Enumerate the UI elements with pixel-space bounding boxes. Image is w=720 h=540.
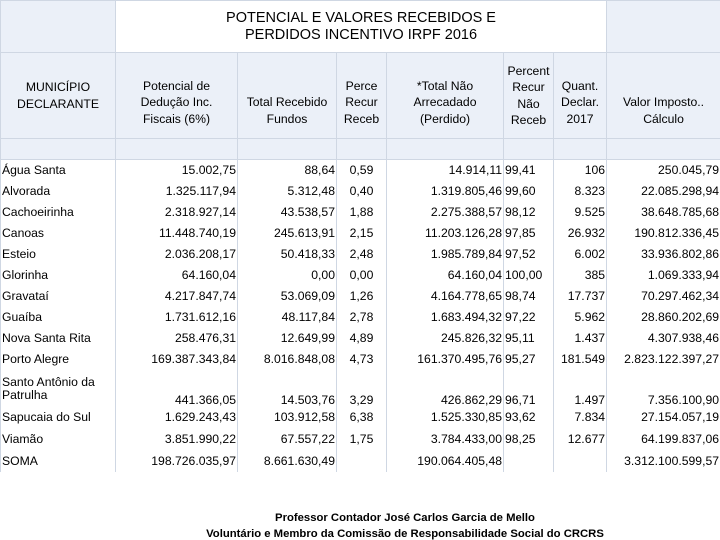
cell-total-recebido: 8.661.630,49 xyxy=(238,452,337,472)
cell-potencial: 4.217.847,74 xyxy=(116,286,238,307)
cell-municipio: Alvorada xyxy=(1,181,116,202)
header-potencial: Potencial de Dedução Inc. Fiscais (6%) xyxy=(116,53,238,139)
title-line-2: PERDIDOS INCENTIVO IRPF 2016 xyxy=(244,26,478,43)
cell-perc-recur: 3,29 xyxy=(337,370,387,408)
title-row xyxy=(1,1,720,53)
cell-potencial: 11.448.740,19 xyxy=(116,223,238,244)
table-row xyxy=(1,160,720,181)
table-title xyxy=(116,1,607,53)
cell-quant-declar: 8.323 xyxy=(554,181,607,202)
cell-municipio: Viamão xyxy=(1,428,116,452)
header-quant-declar: Quant. Declar. 2017 xyxy=(554,53,607,139)
cell-potencial: 15.002,75 xyxy=(116,160,238,181)
cell-nao-arrecadado: 1.683.494,32 xyxy=(387,307,504,328)
cell-valor-imposto: 33.936.802,86 xyxy=(607,244,720,265)
cell-quant-declar xyxy=(554,452,607,472)
cell-perc-recur: 0,00 xyxy=(337,265,387,286)
cell-percent-nao xyxy=(504,452,554,472)
cell-nao-arrecadado: 161.370.495,76 xyxy=(387,349,504,370)
cell-potencial: 1.731.612,16 xyxy=(116,307,238,328)
table-row xyxy=(1,244,720,265)
title-line-1: POTENCIAL E VALORES RECEBIDOS E xyxy=(226,9,496,26)
cell-potencial: 1.629.243,43 xyxy=(116,408,238,428)
header-perc-recur: Perce Recur Receb xyxy=(337,53,387,139)
table-row xyxy=(1,223,720,244)
cell-valor-imposto: 38.648.785,68 xyxy=(607,202,720,223)
cell-quant-declar: 9.525 xyxy=(554,202,607,223)
cell-total-recebido: 103.912,58 xyxy=(238,408,337,428)
cell-valor-imposto: 7.356.100,90 xyxy=(607,370,720,408)
cell-percent-nao: 100,00 xyxy=(504,265,554,286)
footer-author: Professor Contador José Carlos Garcia de Mello xyxy=(275,512,535,524)
cell-nao-arrecadado: 14.914,11 xyxy=(387,160,504,181)
cell-nao-arrecadado: 11.203.126,28 xyxy=(387,223,504,244)
cell-percent-nao: 93,62 xyxy=(504,408,554,428)
cell-potencial: 169.387.343,84 xyxy=(116,349,238,370)
cell-percent-nao: 99,60 xyxy=(504,181,554,202)
cell-municipio: Porto Alegre xyxy=(1,349,116,370)
cell-quant-declar: 106 xyxy=(554,160,607,181)
header-municipio: MUNICÍPIO DECLARANTE xyxy=(1,53,116,139)
cell-potencial: 3.851.990,22 xyxy=(116,428,238,452)
cell-municipio: Santo Antônio da Patrulha xyxy=(1,370,116,408)
table-row xyxy=(1,370,720,408)
cell-valor-imposto: 250.045,79 xyxy=(607,160,720,181)
header-valor-imposto: Valor Imposto.. Cálculo xyxy=(607,53,720,139)
table-row xyxy=(1,202,720,223)
cell-nao-arrecadado: 1.319.805,46 xyxy=(387,181,504,202)
cell-quant-declar: 26.932 xyxy=(554,223,607,244)
cell-perc-recur: 6,38 xyxy=(337,408,387,428)
cell-total-recebido: 88,64 xyxy=(238,160,337,181)
cell-valor-imposto: 28.860.202,69 xyxy=(607,307,720,328)
cell-total-recebido: 53.069,09 xyxy=(238,286,337,307)
cell-quant-declar: 5.962 xyxy=(554,307,607,328)
cell-potencial: 198.726.035,97 xyxy=(116,452,238,472)
cell-perc-recur xyxy=(337,452,387,472)
cell-total-recebido: 0,00 xyxy=(238,265,337,286)
cell-nao-arrecadado: 426.862,29 xyxy=(387,370,504,408)
cell-nao-arrecadado: 3.784.433,00 xyxy=(387,428,504,452)
cell-perc-recur: 1,75 xyxy=(337,428,387,452)
cell-valor-imposto: 70.297.462,34 xyxy=(607,286,720,307)
cell-perc-recur: 0,59 xyxy=(337,160,387,181)
cell-valor-imposto: 1.069.333,94 xyxy=(607,265,720,286)
cell-municipio: Guaíba xyxy=(1,307,116,328)
cell-quant-declar: 12.677 xyxy=(554,428,607,452)
cell-percent-nao: 99,41 xyxy=(504,160,554,181)
cell-percent-nao: 98,12 xyxy=(504,202,554,223)
cell-perc-recur: 1,26 xyxy=(337,286,387,307)
cell-nao-arrecadado: 64.160,04 xyxy=(387,265,504,286)
cell-municipio: Glorinha xyxy=(1,265,116,286)
cell-potencial: 258.476,31 xyxy=(116,328,238,349)
spacer-row xyxy=(1,139,720,160)
table-row xyxy=(1,307,720,328)
cell-valor-imposto: 64.199.837,06 xyxy=(607,428,720,452)
table-row xyxy=(1,408,720,428)
cell-municipio: Canoas xyxy=(1,223,116,244)
cell-total-recebido: 12.649,99 xyxy=(238,328,337,349)
cell-valor-imposto: 22.085.298,94 xyxy=(607,181,720,202)
footer xyxy=(0,510,720,540)
cell-municipio: Cachoeirinha xyxy=(1,202,116,223)
cell-nao-arrecadado: 4.164.778,65 xyxy=(387,286,504,307)
table-row xyxy=(1,328,720,349)
cell-municipio: SOMA xyxy=(1,452,116,472)
cell-total-recebido: 14.503,76 xyxy=(238,370,337,408)
cell-perc-recur: 4,73 xyxy=(337,349,387,370)
footer-affiliation: Voluntário e Membro da Comissão de Responsabilidade Social do CRCRS xyxy=(206,528,604,540)
table-row xyxy=(1,452,720,472)
header-total-recebido: Total Recebido Fundos xyxy=(238,53,337,139)
cell-perc-recur: 2,48 xyxy=(337,244,387,265)
cell-valor-imposto: 2.823.122.397,27 xyxy=(607,349,720,370)
cell-municipio: Esteio xyxy=(1,244,116,265)
cell-quant-declar: 1.437 xyxy=(554,328,607,349)
cell-total-recebido: 48.117,84 xyxy=(238,307,337,328)
cell-nao-arrecadado: 245.826,32 xyxy=(387,328,504,349)
cell-percent-nao: 97,85 xyxy=(504,223,554,244)
cell-potencial: 64.160,04 xyxy=(116,265,238,286)
cell-perc-recur: 1,88 xyxy=(337,202,387,223)
cell-percent-nao: 98,25 xyxy=(504,428,554,452)
cell-percent-nao: 95,27 xyxy=(504,349,554,370)
header-percent-nao: Percent Recur Não Receb xyxy=(504,53,554,139)
cell-valor-imposto: 4.307.938,46 xyxy=(607,328,720,349)
cell-quant-declar: 17.737 xyxy=(554,286,607,307)
cell-valor-imposto: 190.812.336,45 xyxy=(607,223,720,244)
cell-potencial: 441.366,05 xyxy=(116,370,238,408)
cell-perc-recur: 0,40 xyxy=(337,181,387,202)
cell-municipio: Gravataí xyxy=(1,286,116,307)
cell-total-recebido: 67.557,22 xyxy=(238,428,337,452)
cell-percent-nao: 96,71 xyxy=(504,370,554,408)
cell-quant-declar: 1.497 xyxy=(554,370,607,408)
cell-quant-declar: 7.834 xyxy=(554,408,607,428)
table-row xyxy=(1,265,720,286)
cell-perc-recur: 2,78 xyxy=(337,307,387,328)
table-row xyxy=(1,428,720,452)
cell-potencial: 2.318.927,14 xyxy=(116,202,238,223)
cell-quant-declar: 181.549 xyxy=(554,349,607,370)
cell-total-recebido: 50.418,33 xyxy=(238,244,337,265)
cell-nao-arrecadado: 1.525.330,85 xyxy=(387,408,504,428)
table-row xyxy=(1,349,720,370)
cell-nao-arrecadado: 2.275.388,57 xyxy=(387,202,504,223)
cell-perc-recur: 4,89 xyxy=(337,328,387,349)
cell-potencial: 1.325.117,94 xyxy=(116,181,238,202)
cell-total-recebido: 245.613,91 xyxy=(238,223,337,244)
cell-percent-nao: 98,74 xyxy=(504,286,554,307)
cell-nao-arrecadado: 190.064.405,48 xyxy=(387,452,504,472)
cell-municipio: Nova Santa Rita xyxy=(1,328,116,349)
cell-percent-nao: 97,22 xyxy=(504,307,554,328)
cell-total-recebido: 5.312,48 xyxy=(238,181,337,202)
header-nao-arrecadado: *Total Não Arrecadado (Perdido) xyxy=(387,53,504,139)
cell-valor-imposto: 27.154.057,19 xyxy=(607,408,720,428)
cell-potencial: 2.036.208,17 xyxy=(116,244,238,265)
cell-perc-recur: 2,15 xyxy=(337,223,387,244)
cell-quant-declar: 385 xyxy=(554,265,607,286)
cell-municipio: Sapucaia do Sul xyxy=(1,408,116,428)
cell-quant-declar: 6.002 xyxy=(554,244,607,265)
cell-valor-imposto: 3.312.100.599,57 xyxy=(607,452,720,472)
table-row xyxy=(1,181,720,202)
cell-municipio: Água Santa xyxy=(1,160,116,181)
cell-percent-nao: 95,11 xyxy=(504,328,554,349)
cell-total-recebido: 8.016.848,08 xyxy=(238,349,337,370)
cell-percent-nao: 97,52 xyxy=(504,244,554,265)
cell-total-recebido: 43.538,57 xyxy=(238,202,337,223)
cell-nao-arrecadado: 1.985.789,84 xyxy=(387,244,504,265)
header-row xyxy=(1,53,720,139)
table-row xyxy=(1,286,720,307)
